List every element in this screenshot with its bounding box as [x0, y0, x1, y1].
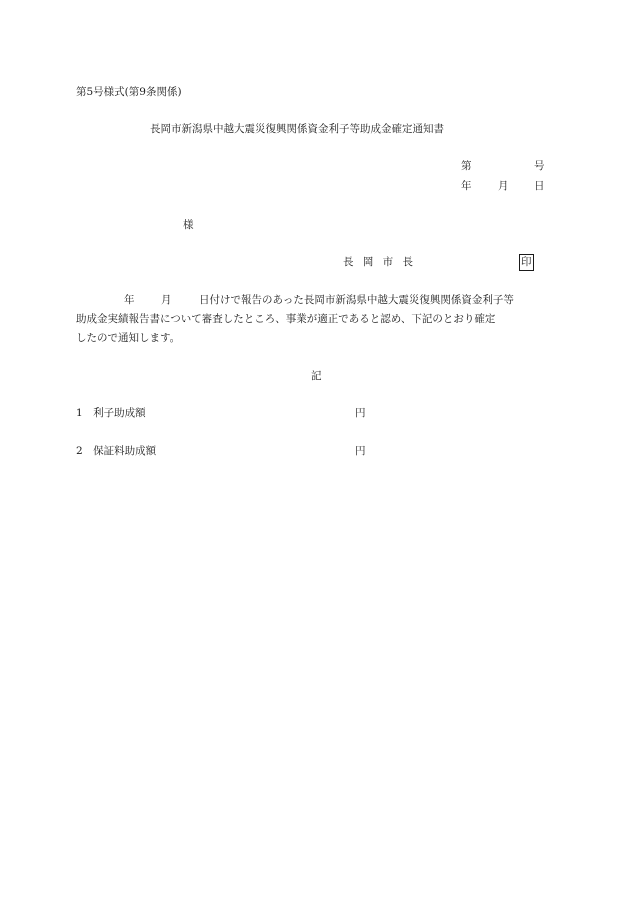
guarantee-fee-subsidy-label: 2 保証料助成額	[76, 445, 157, 457]
guarantee-fee-subsidy-unit: 円	[355, 445, 366, 457]
interest-subsidy-label: 1 利子助成額	[76, 407, 146, 419]
report-date-month: 月	[161, 294, 172, 306]
form-number: 第5号様式(第9条関係)	[76, 86, 182, 98]
body-text-line-3: したので通知します。	[76, 332, 181, 344]
body-text-line-2: 助成金実績報告書について審査したところ、事業が適正であると認め、下記のとおり確定	[76, 313, 496, 325]
report-date-year: 年	[124, 294, 135, 306]
issuer-name: 長 岡 市 長	[343, 256, 417, 268]
document-number-suffix: 号	[534, 160, 545, 172]
document-title: 長岡市新潟県中越大震災復興関係資金利子等助成金確定通知書	[150, 123, 444, 135]
interest-subsidy-unit: 円	[355, 407, 366, 419]
document-number-label: 第	[461, 160, 472, 172]
note-heading: 記	[311, 370, 322, 382]
seal-stamp: 印	[519, 254, 534, 271]
body-text-line-1: 日付けで報告のあった長岡市新潟県中越大震災復興関係資金利子等	[199, 294, 514, 306]
issue-date-month: 月	[498, 180, 509, 192]
addressee-honorific: 様	[183, 219, 194, 231]
issue-date-year: 年	[461, 180, 472, 192]
issue-date-day: 日	[534, 180, 545, 192]
